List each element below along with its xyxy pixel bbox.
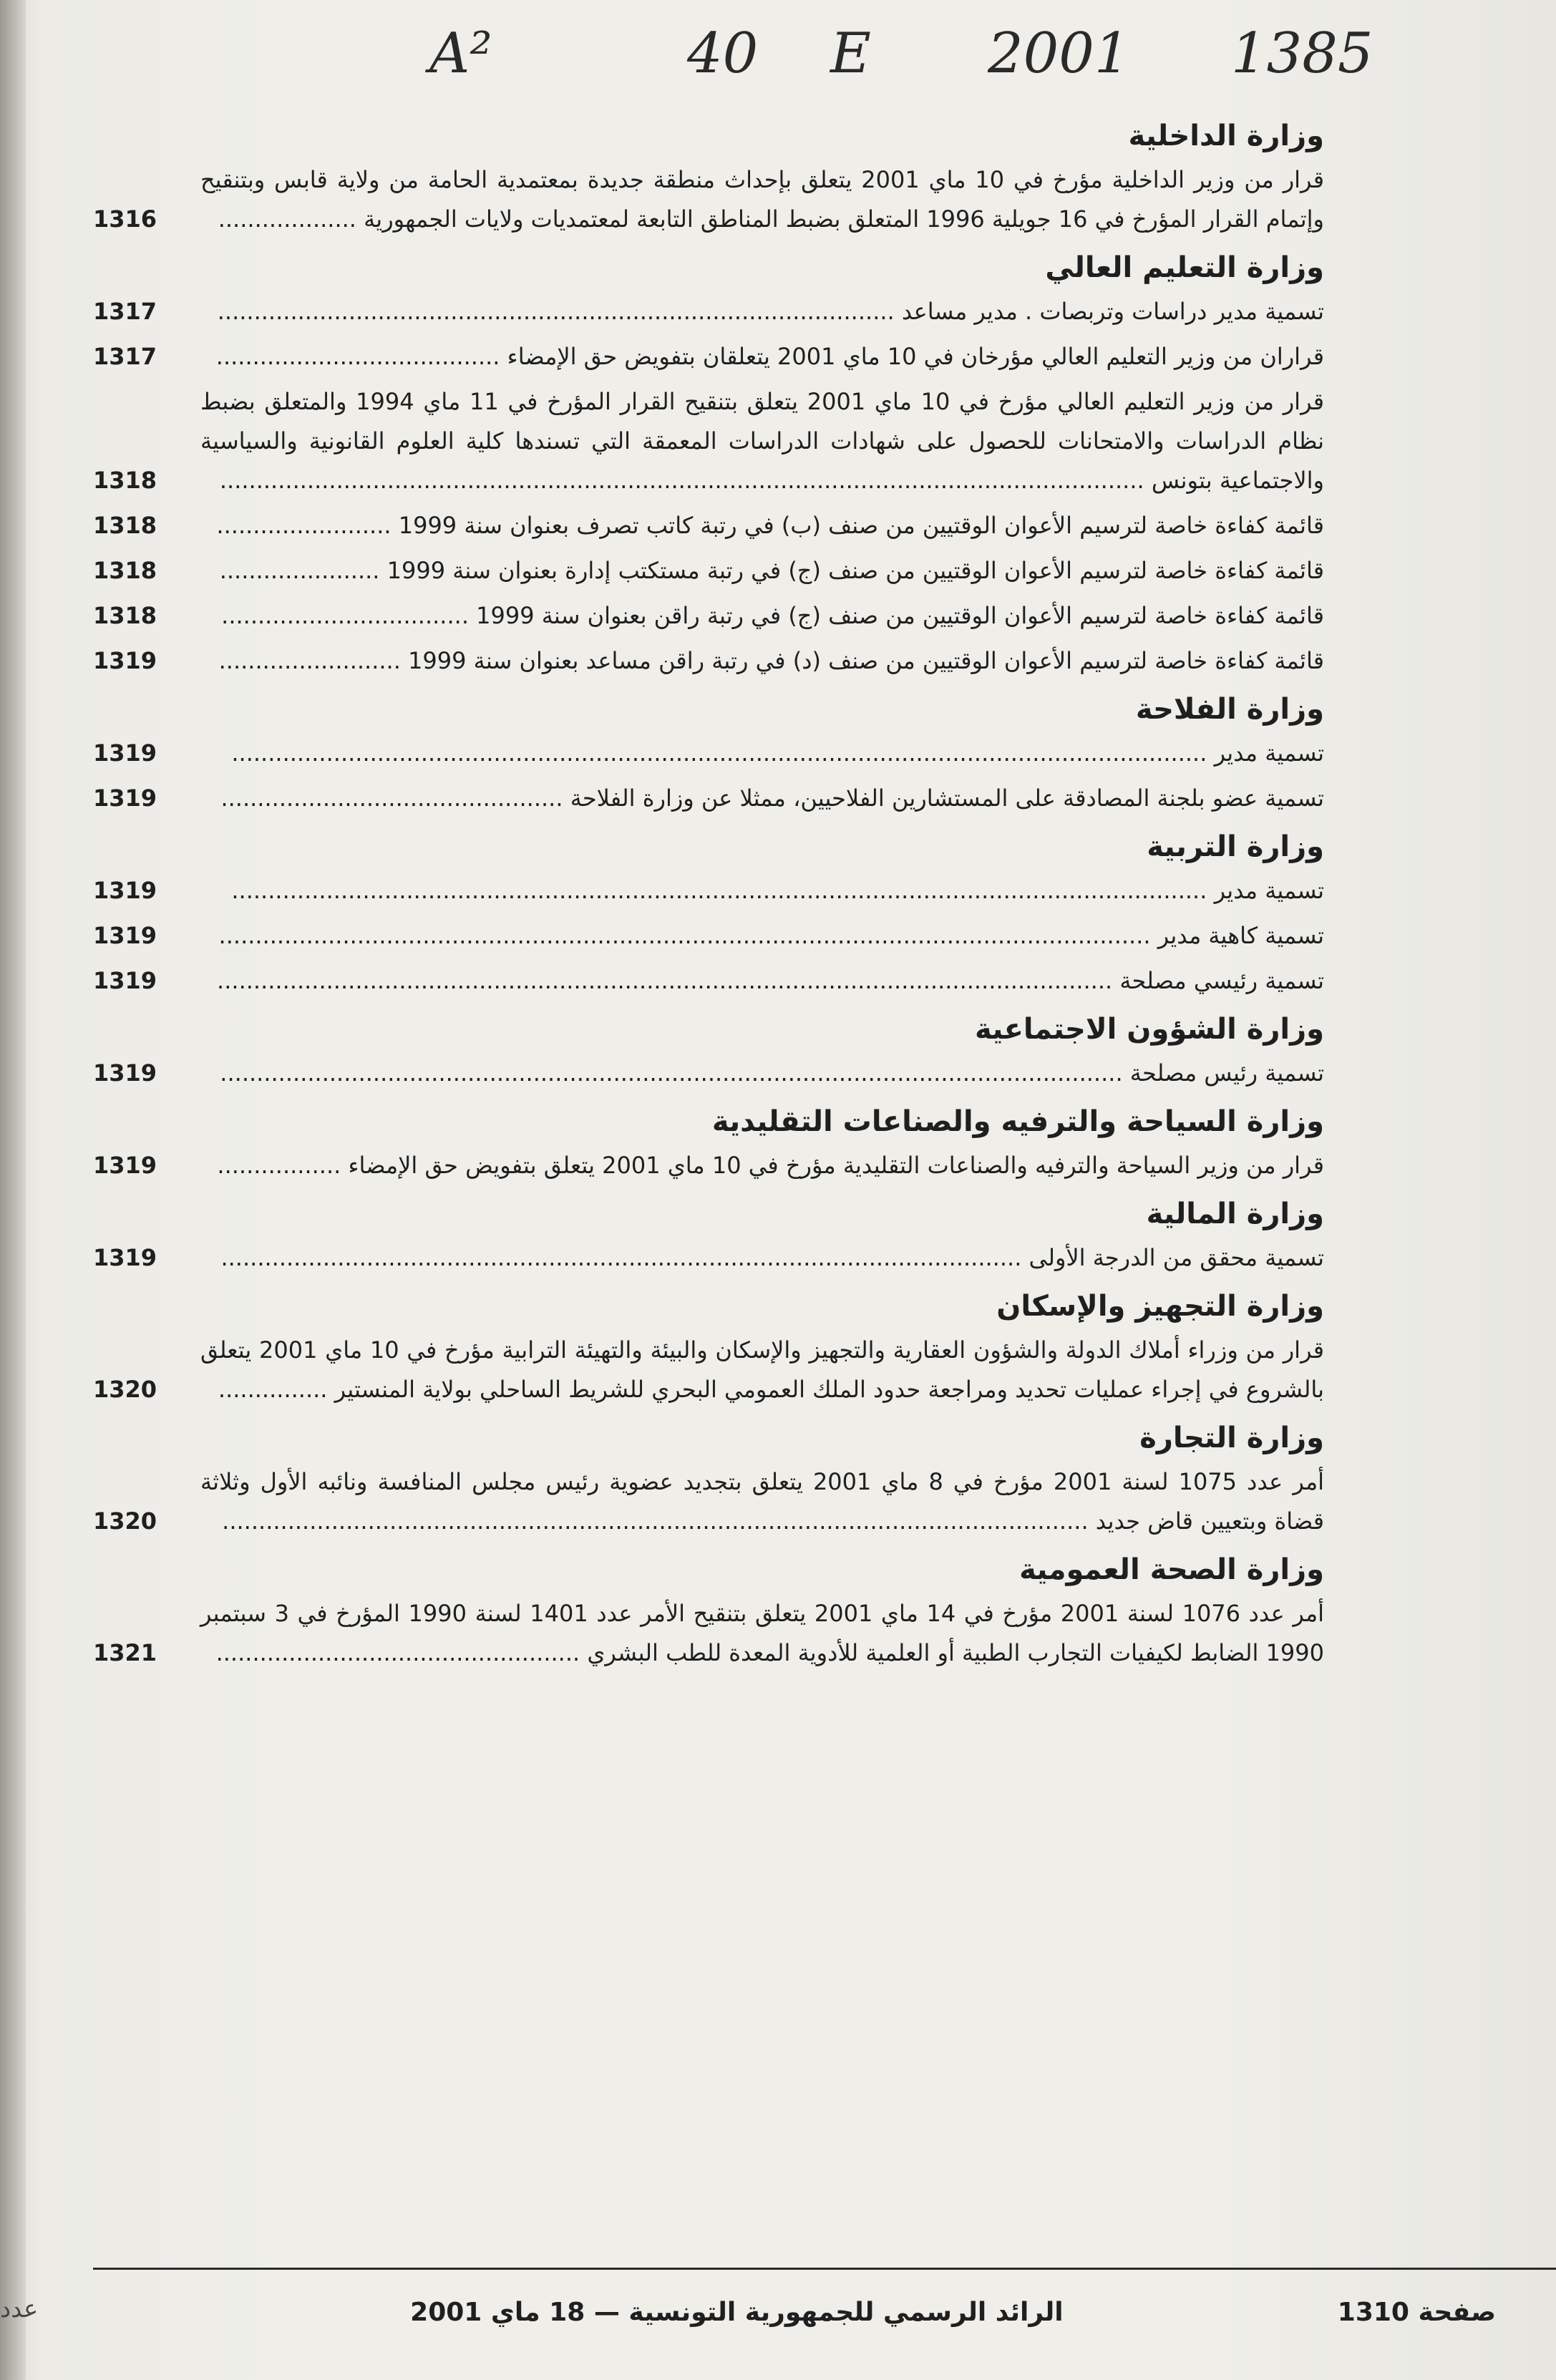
toc-page-number: 1317 xyxy=(93,298,157,325)
toc-entry xyxy=(93,961,1324,1001)
section-title: وزارة الشؤون الاجتماعية xyxy=(974,1013,1324,1046)
binding-shadow xyxy=(0,0,26,2380)
toc-entry-text xyxy=(200,506,1324,545)
entry-description: قرار من وزير التعليم العالي مؤرخ في 10 ماي 2001 يتعلق بتنقيح القرار المؤرخ في 11 ماي 1994 والمتعلق بضبط نظام الدراسات والامتحانات للحصول على شهادات الدراسات المعمقة التي تسندها كلية العلوم القانونية والسياسية والاجتماعية بتونس xyxy=(200,388,1325,494)
table-of-contents xyxy=(93,107,1324,1679)
leader-dots: .............................................................................................................. xyxy=(220,1244,1029,1271)
toc-entry xyxy=(93,916,1324,956)
toc-page-number: 1319 xyxy=(93,967,157,994)
leader-dots: ............................................... xyxy=(220,785,570,812)
toc-entry-text xyxy=(200,916,1324,956)
toc-page-number: 1317 xyxy=(93,343,157,370)
entry-description: قائمة كفاءة خاصة لترسيم الأعوان الوقتيين من صنف (ب) في رتبة كاتب تصرف بعنوان سنة 1999 xyxy=(398,512,1324,539)
toc-entry xyxy=(93,1146,1324,1185)
toc-entry-text xyxy=(200,382,1324,500)
toc-entry-text xyxy=(200,1331,1324,1409)
toc-entry xyxy=(93,1594,1324,1673)
toc-entry xyxy=(93,871,1324,910)
leader-dots: ................................................................................................................................ xyxy=(218,922,1158,949)
toc-page-number: 1320 xyxy=(93,1376,157,1403)
section-title: وزارة الداخلية xyxy=(1128,120,1324,152)
toc-page-number: 1318 xyxy=(93,557,157,584)
toc-entry xyxy=(93,506,1324,545)
toc-entry xyxy=(93,1331,1324,1409)
leader-dots: ...................................................................................................................................... xyxy=(231,877,1215,904)
entry-description: قائمة كفاءة خاصة لترسيم الأعوان الوقتيين من صنف (د) في رتبة راقن مساعد بعنوان سنة 1999 xyxy=(408,647,1324,674)
edge-cut-text: عدد xyxy=(0,2295,39,2323)
toc-entry-text xyxy=(200,1462,1324,1541)
toc-entry-text xyxy=(200,160,1324,239)
toc-entry-text xyxy=(200,1146,1324,1185)
leader-dots: ...................... xyxy=(219,557,387,584)
toc-entry-text xyxy=(200,551,1324,591)
toc-entry xyxy=(93,734,1324,773)
leader-dots: ................. xyxy=(217,1152,349,1179)
leader-dots: .................................. xyxy=(221,602,477,629)
leader-dots: ............................................................................................. xyxy=(217,298,902,325)
toc-entry-text xyxy=(200,1594,1324,1673)
leader-dots: ....................................... xyxy=(215,343,507,370)
toc-entry xyxy=(93,641,1324,681)
handwritten-mark: 2001 xyxy=(988,21,1130,86)
toc-entry xyxy=(93,292,1324,331)
toc-page-number: 1319 xyxy=(93,1244,157,1271)
toc-entry-text xyxy=(200,1054,1324,1093)
leader-dots: ........................ xyxy=(216,512,399,539)
toc-entry xyxy=(93,779,1324,818)
entry-description: أمر عدد 1075 لسنة 2001 مؤرخ في 8 ماي 2001 يتعلق بتجديد عضوية رئيس مجلس المنافسة ونائبه الأول وثلاثة قضاة وبتعيين قاض جديد xyxy=(200,1468,1325,1535)
toc-entry-text xyxy=(200,961,1324,1001)
handwritten-mark: 40 xyxy=(687,21,759,86)
toc-entry-text xyxy=(200,734,1324,773)
toc-entry-text xyxy=(200,871,1324,910)
footer-year: 2001 xyxy=(410,2298,482,2327)
toc-page-number: 1319 xyxy=(93,739,157,767)
leader-dots: ............... xyxy=(218,1376,335,1403)
handwritten-mark: 1385 xyxy=(1231,21,1373,86)
footer-journal-title xyxy=(410,2298,1064,2327)
toc-page-number: 1319 xyxy=(93,1059,157,1087)
entry-description: تسمية رئيسي مصلحة xyxy=(1119,967,1324,994)
toc-page-number: 1321 xyxy=(93,1639,157,1666)
section-title: وزارة التجهيز والإسكان xyxy=(996,1290,1324,1323)
section-title: وزارة التجارة xyxy=(1139,1422,1324,1454)
toc-entry xyxy=(93,551,1324,591)
entry-description: تسمية كاهية مدير xyxy=(1157,922,1324,949)
toc-entry xyxy=(93,1238,1324,1278)
entry-description: أمر عدد 1076 لسنة 2001 مؤرخ في 14 ماي 2001 يتعلق بتنقيح الأمر عدد 1401 لسنة 1990 المؤرخ في 3 سبتمبر 1990 الضابط لكيفيات التجارب الطبية أو العلمية للأدوية المعدة للطب البشري xyxy=(200,1600,1325,1666)
page-footer xyxy=(93,2298,1496,2327)
toc-page-number: 1316 xyxy=(93,205,157,233)
leader-dots: ................... xyxy=(218,205,364,233)
leader-dots: ....................................................................................................................... xyxy=(222,1507,1096,1535)
entry-description: تسمية مدير xyxy=(1214,877,1324,904)
toc-page-number: 1318 xyxy=(93,512,157,539)
entry-description: تسمية مدير xyxy=(1214,739,1324,767)
toc-page-number: 1319 xyxy=(93,877,157,904)
footer-page-label: صفحة 1310 xyxy=(1337,2298,1496,2327)
leader-dots: ...................................................................................................................................... xyxy=(231,739,1215,767)
toc-entry xyxy=(93,596,1324,636)
toc-entry-text xyxy=(200,337,1324,377)
leader-dots: ........................................................................................................................... xyxy=(217,967,1120,994)
toc-page-number: 1318 xyxy=(93,467,157,494)
handwritten-mark: A² xyxy=(429,21,492,86)
toc-entry-text xyxy=(200,1238,1324,1278)
leader-dots: ............................................................................................................................... xyxy=(219,467,1152,494)
toc-entry-text xyxy=(200,292,1324,331)
section-title: وزارة الفلاحة xyxy=(1135,693,1324,726)
section-title: وزارة السياحة والترفيه والصناعات التقليدية xyxy=(711,1105,1324,1138)
toc-entry xyxy=(93,337,1324,377)
toc-page-number: 1319 xyxy=(93,1152,157,1179)
toc-entry-text xyxy=(200,641,1324,681)
section-title: وزارة التعليم العالي xyxy=(1045,251,1324,284)
entry-description: قرار من وزراء أملاك الدولة والشؤون العقارية والتجهيز والإسكان والبيئة والتهيئة الترابية مؤرخ في 10 ماي 2001 يتعلق بالشروع في إجراء عمليات تحديد ومراجعة حدود الملك العمومي البحري للشريط الساحلي بولاية المنستير xyxy=(200,1336,1325,1403)
entry-description: قراران من وزير التعليم العالي مؤرخان في 10 ماي 2001 يتعلقان بتفويض حق الإمضاء xyxy=(507,343,1324,370)
toc-entry xyxy=(93,382,1324,500)
entry-description: قائمة كفاءة خاصة لترسيم الأعوان الوقتيين من صنف (ج) في رتبة راقن بعنوان سنة 1999 xyxy=(476,602,1324,629)
entry-description: قائمة كفاءة خاصة لترسيم الأعوان الوقتيين من صنف (ج) في رتبة مستكتب إدارة بعنوان سنة 1999 xyxy=(386,557,1324,584)
toc-page-number: 1319 xyxy=(93,785,157,812)
toc-entry xyxy=(93,1054,1324,1093)
section-title: وزارة المالية xyxy=(1146,1198,1324,1230)
entry-description: قرار من وزير السياحة والترفيه والصناعات التقليدية مؤرخ في 10 ماي 2001 يتعلق بتفويض حق الإمضاء xyxy=(348,1152,1324,1179)
entry-description: قرار من وزير الداخلية مؤرخ في 10 ماي 2001 يتعلق بإحداث منطقة جديدة بمعتمدية الحامة من ولاية قابس وبتنقيح وإتمام القرار المؤرخ في 16 جويلية 1996 المتعلق بضبط المناطق التابعة لمعتمديات ولايات الجمهورية xyxy=(200,166,1325,233)
toc-entry-text xyxy=(200,596,1324,636)
toc-page-number: 1319 xyxy=(93,647,157,674)
section-title: وزارة التربية xyxy=(1147,830,1324,863)
toc-entry-text xyxy=(200,779,1324,818)
handwritten-annotations xyxy=(0,21,1556,107)
handwritten-mark: E xyxy=(830,21,871,86)
toc-page-number: 1319 xyxy=(93,922,157,949)
entry-description: تسمية محقق من الدرجة الأولى xyxy=(1029,1244,1324,1271)
leader-dots: ......................... xyxy=(218,647,409,674)
leader-dots: .................................................. xyxy=(215,1639,588,1666)
footer-journal-name: الرائد الرسمي للجمهورية التونسية — 18 ماي xyxy=(490,2298,1064,2327)
toc-entry xyxy=(93,160,1324,239)
entry-description: تسمية عضو بلجنة المصادقة على المستشارين الفلاحيين، ممثلا عن وزارة الفلاحة xyxy=(570,785,1324,812)
toc-entry xyxy=(93,1462,1324,1541)
toc-page-number: 1320 xyxy=(93,1507,157,1535)
leader-dots: ............................................................................................................................ xyxy=(220,1059,1130,1087)
entry-description: تسمية رئيس مصلحة xyxy=(1129,1059,1324,1087)
entry-description: تسمية مدير دراسات وتربصات . مدير مساعد xyxy=(901,298,1324,325)
section-title: وزارة الصحة العمومية xyxy=(1019,1553,1324,1586)
footer-divider xyxy=(93,2268,1556,2270)
toc-page-number: 1318 xyxy=(93,602,157,629)
